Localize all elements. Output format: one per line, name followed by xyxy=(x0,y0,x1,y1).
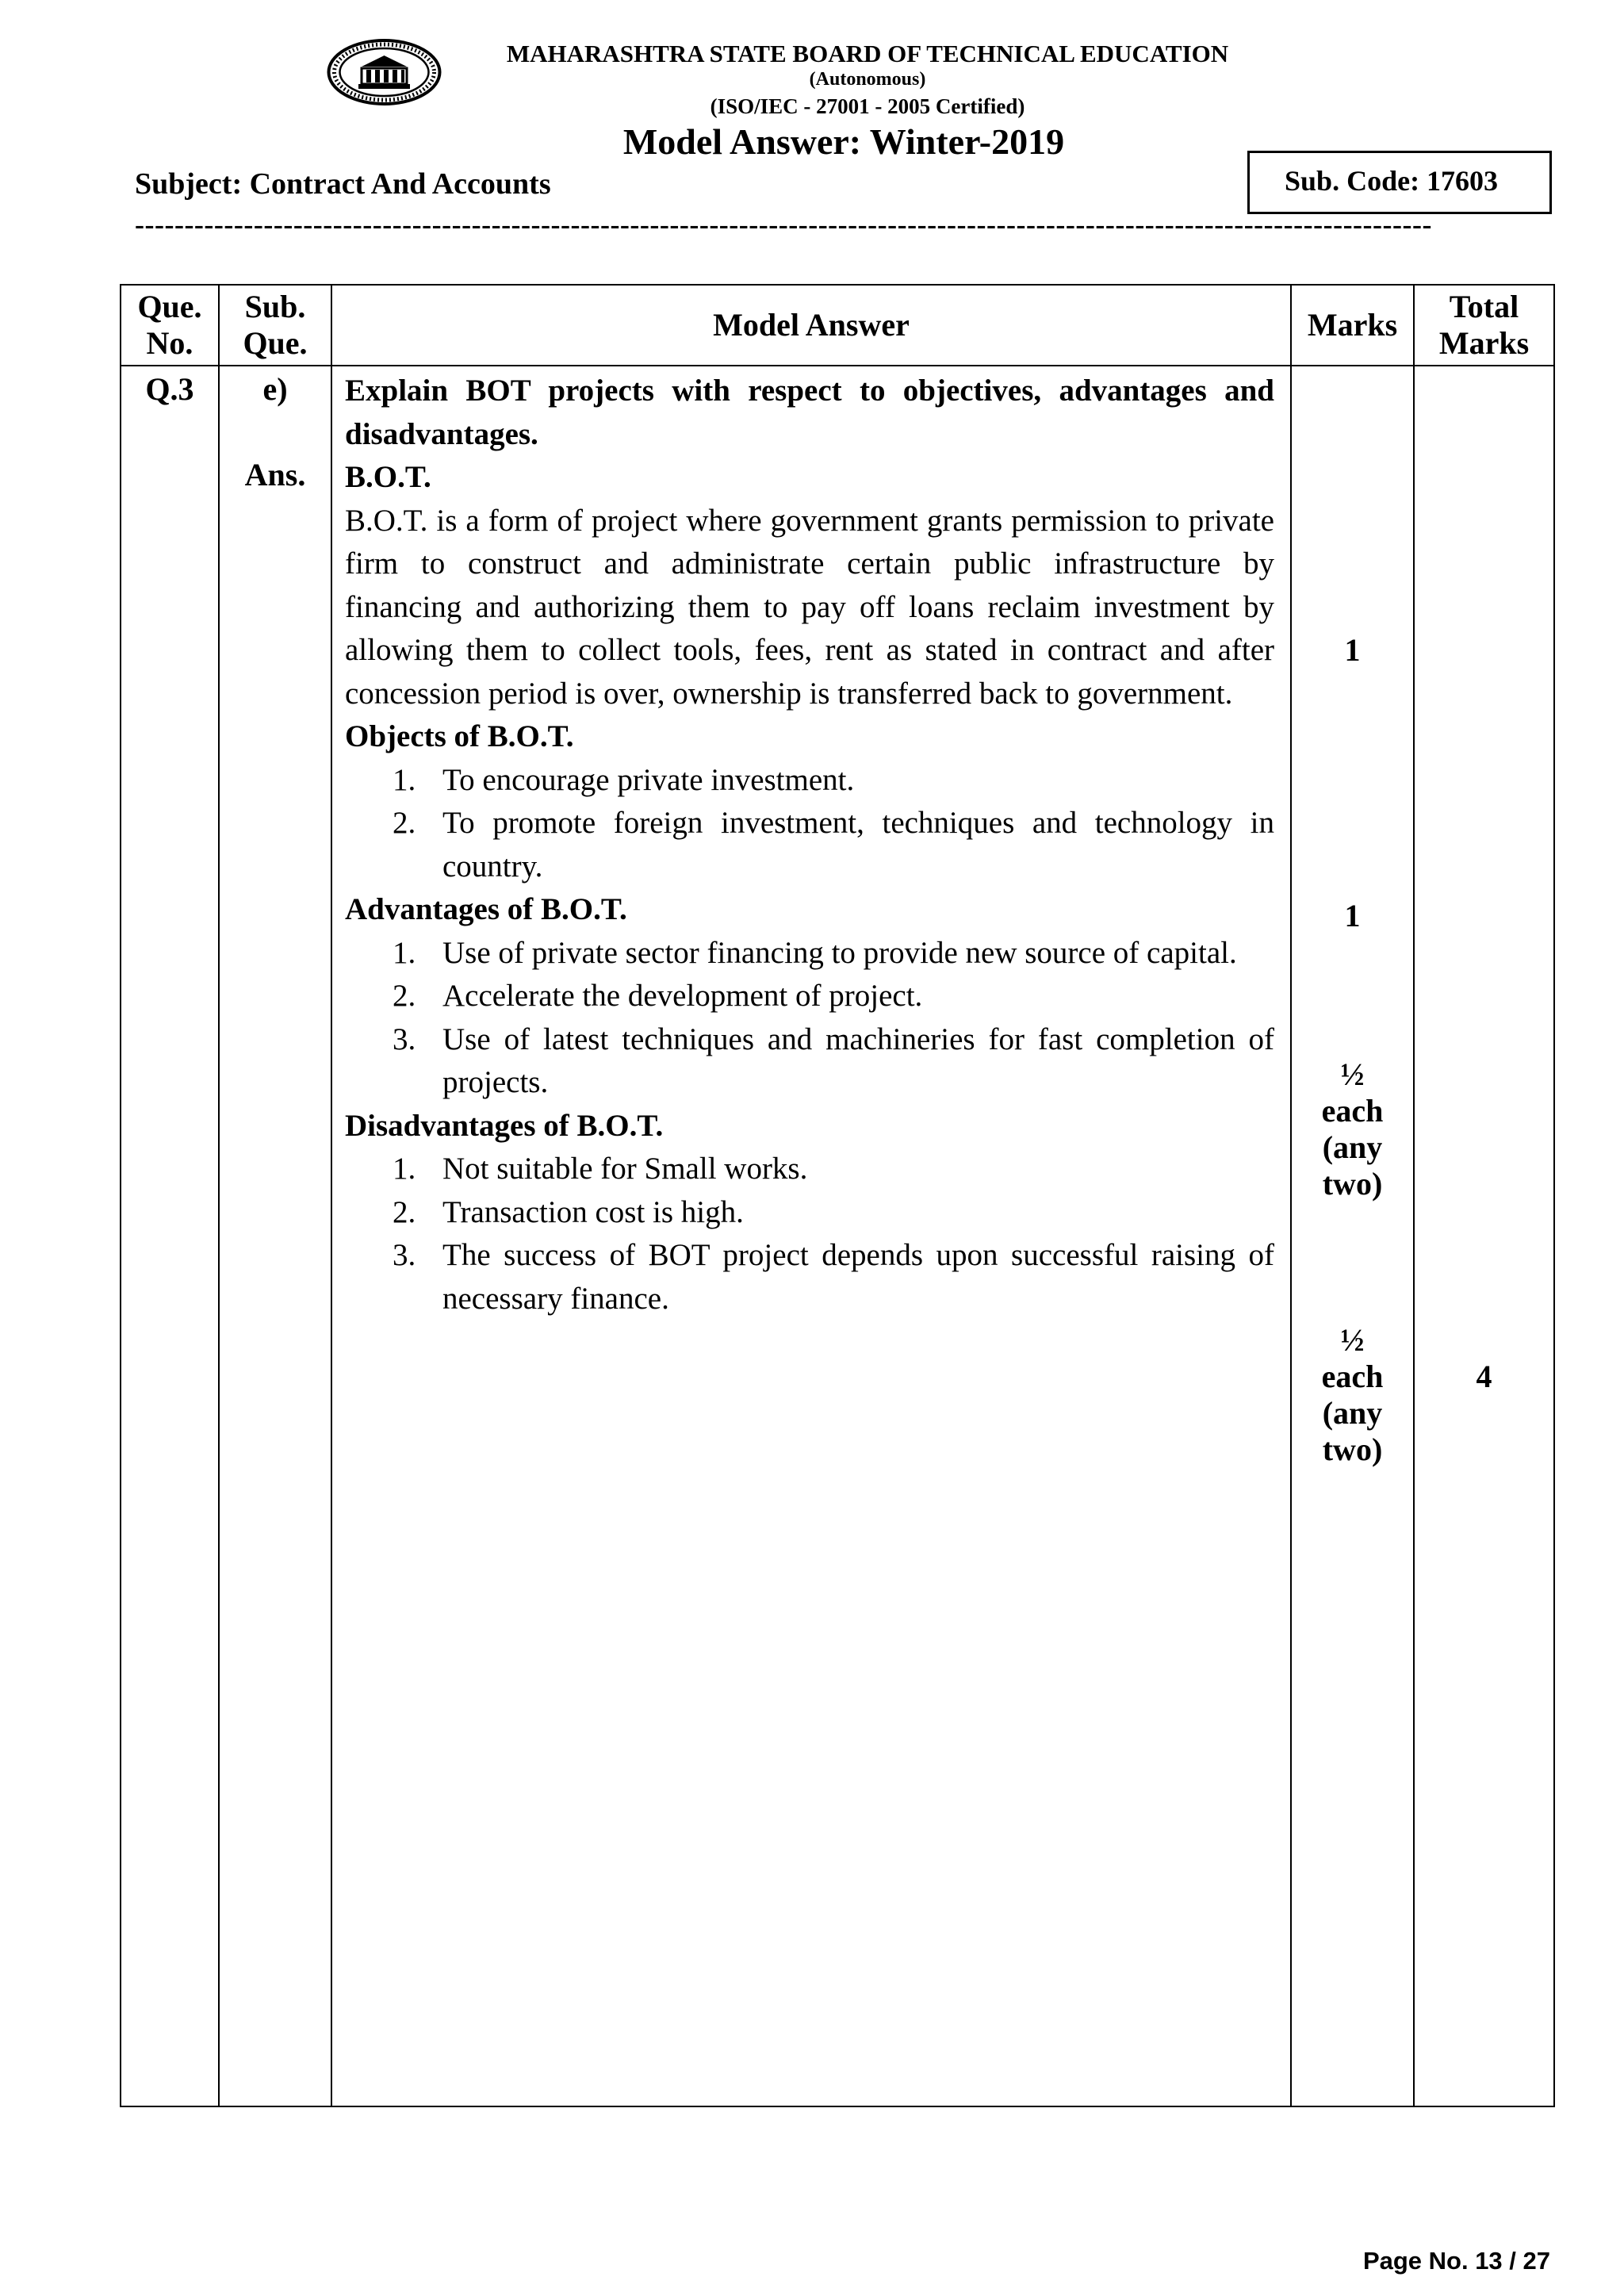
disadvantages-heading: Disadvantages of B.O.T. xyxy=(345,1108,664,1143)
advantages-list xyxy=(345,932,1274,1105)
list-item: 2. To promote foreign investment, techniques and technology in country. xyxy=(393,806,1274,884)
marks-disadvantages-any: (any xyxy=(1322,1395,1383,1431)
sub-question-cell xyxy=(219,366,331,2106)
col-header-total-marks: Total Marks xyxy=(1414,285,1554,366)
marks-advantages-half: ½ xyxy=(1340,1056,1365,1092)
model-answer-cell xyxy=(331,366,1291,2106)
list-item: 3. The success of BOT project depends upon successful raising of necessary finance. xyxy=(393,1238,1274,1316)
marks-disadvantages-each: each xyxy=(1321,1359,1384,1394)
col-header-marks: Marks xyxy=(1291,285,1414,366)
advantages-heading: Advantages of B.O.T. xyxy=(345,892,627,926)
table-row xyxy=(121,366,1554,2106)
question-number: Q.3 xyxy=(121,366,219,2106)
page-number: Page No. 13 / 27 xyxy=(1362,2247,1550,2275)
list-item: 1. Use of private sector financing to provide new source of capital. xyxy=(393,935,1237,970)
list-item: 3. Use of latest techniques and machineries for fast completion of projects. xyxy=(393,1022,1274,1099)
col-header-que-no: Que. No. xyxy=(121,285,219,366)
list-item: 1. To encourage private investment. xyxy=(393,762,855,797)
marks-disadvantages-half: ½ xyxy=(1340,1322,1365,1358)
autonomous-label: (Autonomous) xyxy=(809,69,926,90)
sub-question-label: e) xyxy=(262,371,288,407)
ans-label: Ans. xyxy=(244,457,306,493)
marks-definition: 1 xyxy=(1344,632,1361,668)
marks-advantages-any: (any xyxy=(1322,1129,1383,1165)
total-marks-cell xyxy=(1414,366,1554,2106)
list-item: 2. Transaction cost is high. xyxy=(393,1194,744,1229)
board-name: MAHARASHTRA STATE BOARD OF TECHNICAL EDUCATION xyxy=(506,40,1229,67)
marks-advantages-each: each xyxy=(1321,1093,1384,1129)
marks-cell xyxy=(1291,366,1414,2106)
marks-disadvantages-two: two) xyxy=(1322,1432,1383,1467)
question-text: Explain BOT projects with respect to objectives, advantages and disadvantages. xyxy=(345,374,1274,451)
col-header-model-answer: Model Answer xyxy=(331,285,1291,366)
subject-title: Subject: Contract And Accounts xyxy=(135,167,551,201)
bot-definition: B.O.T. is a form of project where government grants permission to private firm to construct and administrate certain public infrastructure by financing and authorizing them to pay off loans reclaim investment by allowing them to collect tools, fees, rent as stated in contract and after concession period is over, ownership is transferred back to government. xyxy=(345,503,1274,711)
list-item: 2. Accelerate the development of project. xyxy=(393,979,923,1013)
table-header-row xyxy=(121,285,1554,366)
objects-heading: Objects of B.O.T. xyxy=(345,719,574,753)
bot-heading: B.O.T. xyxy=(345,460,431,494)
sub-code-box: Sub. Code: 17603 xyxy=(1247,151,1552,214)
total-marks-value: 4 xyxy=(1476,1359,1492,1394)
certification-label: (ISO/IEC - 27001 - 2005 Certified) xyxy=(710,94,1025,118)
separator-line: ----------------------------------------------------------------------------------------------------------------------------------- xyxy=(135,213,1432,236)
objects-list xyxy=(345,759,1274,889)
disadvantages-list xyxy=(345,1148,1274,1320)
col-header-sub-que: Sub. Que. xyxy=(219,285,331,366)
list-item: 1. Not suitable for Small works. xyxy=(393,1152,808,1186)
model-answer-table xyxy=(120,284,1555,2107)
model-answer-title: Model Answer: Winter-2019 xyxy=(622,121,1065,162)
marks-advantages-two: two) xyxy=(1322,1166,1383,1202)
marks-objects: 1 xyxy=(1344,898,1361,933)
